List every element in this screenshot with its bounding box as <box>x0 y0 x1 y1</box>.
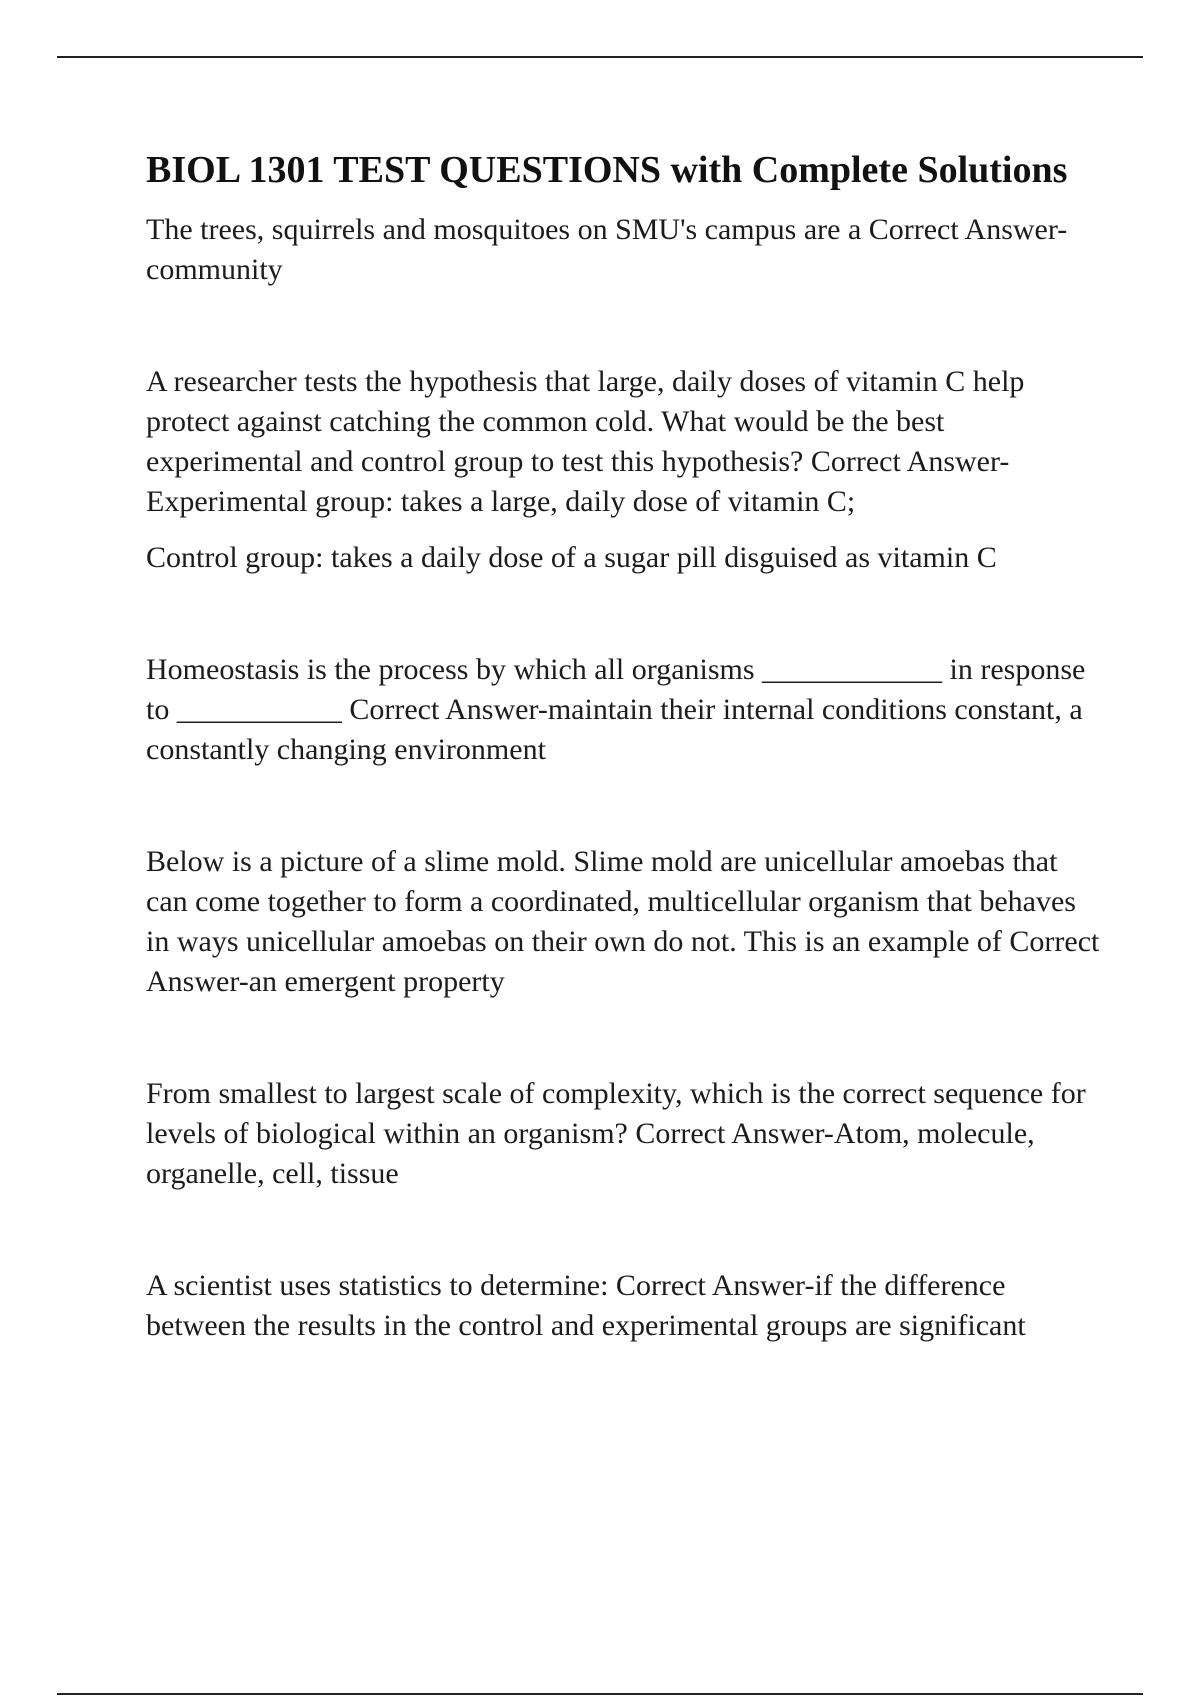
question-answer-3 <box>146 650 1106 770</box>
question-text: From smallest to largest scale of complexity, which is the correct sequence for levels of biological within an organism? Correct Answer-Atom, molecule, organelle, cell, tissue <box>146 1077 1086 1190</box>
header-rule <box>57 56 1143 58</box>
question-text: A scientist uses statistics to determine: Correct Answer-if the difference between the results in the control and experimental groups are significant <box>146 1269 1026 1342</box>
document-body <box>146 145 1106 1346</box>
question-answer-1 <box>146 210 1106 290</box>
question-text: Below is a picture of a slime mold. Slime mold are unicellular amoebas that can come together to form a coordinated, multicellular organism that behaves in ways unicellular amoebas on their own do not. This is an example of Correct Answer-an emergent property <box>146 845 1100 998</box>
question-answer-2 <box>146 362 1106 578</box>
answer-continuation-text: Control group: takes a daily dose of a sugar pill disguised as vitamin C <box>146 541 997 574</box>
question-text: Homeostasis is the process by which all organisms ____________ in response to ___________ Correct Answer-maintain their internal conditions constant, a constantly changing environment <box>146 653 1086 766</box>
question-answer-6 <box>146 1266 1106 1346</box>
question-text: A researcher tests the hypothesis that large, daily doses of vitamin C help protect against catching the common cold. What would be the best experimental and control group to test this hypothesis? Correct Answer-Experimental group: takes a large, daily dose of vitamin C; <box>146 365 1025 518</box>
question-answer-5 <box>146 1074 1106 1194</box>
document-title: BIOL 1301 TEST QUESTIONS with Complete Solutions <box>146 149 1068 191</box>
footer-rule <box>57 1693 1143 1695</box>
question-text: The trees, squirrels and mosquitoes on SMU's campus are a Correct Answer-community <box>146 213 1068 286</box>
question-answer-4 <box>146 842 1106 1002</box>
